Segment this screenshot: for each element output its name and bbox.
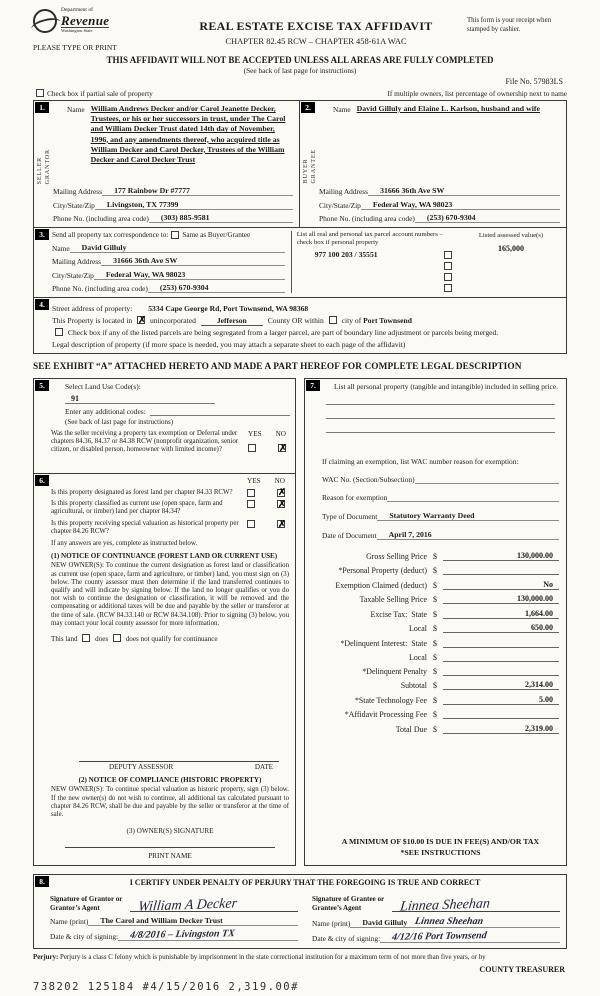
deputy-assessor-line[interactable]	[79, 761, 279, 771]
compliance-title: (2) NOTICE OF COMPLIANCE (HISTORIC PROPERTY)	[78, 776, 262, 785]
corr-name-label: Name	[52, 243, 70, 253]
yes-label: YES	[247, 477, 261, 486]
yes-label: YES	[248, 430, 262, 439]
parcel-personal-checkbox-3[interactable]	[444, 273, 452, 281]
cashier-stamp: 738202 125184 #4/15/2016 2,319.00#	[33, 981, 299, 994]
segregated-label: Check box if any of the listed parcels are being segregated from a larger parcel, are part of boundary line adjustment or parcels being merged.	[67, 328, 499, 338]
grantee-signature-line[interactable]	[392, 891, 560, 915]
certify-statement: I CERTIFY UNDER PENALTY OF PERJURY THAT THE FOREGOING IS TRUE AND CORRECT	[129, 878, 481, 888]
fee-row-subtotal: Subtotal $ 2,314.00	[322, 680, 559, 690]
fee-row-delinquent-interest-state: *Delinquent Interest: State $	[322, 638, 559, 648]
logo-swoosh-icon	[33, 9, 57, 33]
grantor-signature-handwriting: William A Decker	[137, 896, 238, 915]
buyer-phone-label: Phone No. (including area code)	[319, 214, 415, 224]
fee-table	[322, 546, 559, 733]
assessed-value-block	[460, 231, 562, 293]
grantor-date-row	[50, 929, 298, 941]
buyer-vertical-text: BUYER	[302, 158, 309, 184]
legal-description-label: Legal description of property (if more space is needed, you may attach a separate sheet to each page of the affidavit)	[52, 340, 406, 350]
logo-state-text: Washington State	[61, 27, 109, 34]
current-use-question-text: Is this property classified as current use (open space, farm and agricultural, or timber) land per chapter 84.34?	[51, 500, 223, 516]
partial-sale-checkbox[interactable]	[36, 89, 44, 97]
parcel-personal-checkbox-2[interactable]	[444, 262, 452, 270]
buyer-box	[300, 100, 567, 228]
personal-property-line-2[interactable]	[326, 405, 555, 419]
same-as-buyer-checkbox[interactable]	[171, 231, 179, 239]
current-use-no-checkbox[interactable]	[277, 500, 285, 508]
grantee-date-handwriting: 4/12/16 Port Townsend	[391, 930, 488, 943]
additional-codes-row	[65, 407, 290, 416]
receipt-note: This form is your receipt when stamped by cashier.	[467, 17, 551, 33]
doc-type-label: Type of Document	[322, 512, 378, 522]
multiple-owners-note: If multiple owners, list percentage of ownership next to name	[387, 89, 567, 99]
header-left	[33, 8, 165, 52]
grantor-signature-row	[50, 889, 298, 915]
grantee-signature-label: Signature of Grantee or Grantee’s Agent	[312, 895, 385, 912]
fee-row-personal-property: *Personal Property (deduct) $	[322, 566, 559, 576]
section5-yes-checkbox[interactable]	[248, 444, 256, 452]
partial-sale-option	[33, 89, 153, 98]
exemption-question-text: Was the seller receiving a property tax exemption or Deferral under chapters 84.36, 84.37 or 84.38 RCW (nonprofit organization, senior citizen, or disabled person, homeowner with limited income)?	[51, 430, 239, 454]
historic-question-text: Is this property receiving special valuation as historical property per chapter 84.26 RCW?	[51, 520, 239, 536]
parcel-row-4	[297, 284, 455, 292]
located-in-row	[52, 316, 560, 325]
located-prefix: This Property is located in	[52, 316, 133, 326]
grantee-signature-row	[312, 889, 560, 915]
minimum-fee-line-1: A MINIMUM OF $10.00 IS DUE IN FEE(S) AND/OR TAX	[341, 836, 540, 846]
seller-phone-label: Phone No. (including area code)	[53, 214, 149, 224]
section-3-tax-correspondence	[33, 228, 567, 298]
historic-yes-checkbox[interactable]	[247, 520, 255, 528]
grantor-signature-label: Signature of Grantor or Grantor’s Agent	[50, 895, 123, 912]
city-of-value[interactable]: Port Townsend	[363, 316, 412, 326]
wac-row	[322, 475, 559, 484]
segregated-checkbox[interactable]	[55, 328, 63, 336]
buyer-mailing-value[interactable]: 31666 36th Ave SW	[368, 186, 560, 196]
correspondence-label: Send all property tax correspondence to:	[52, 231, 169, 240]
fee-row-excise-state: Excise Tax: State $ 1,664.00	[322, 609, 559, 619]
assessed-value[interactable]: 165,000	[497, 244, 524, 254]
grantor-date-label: Date & city of signing:	[50, 932, 119, 942]
grantee-date-field[interactable]	[380, 931, 560, 943]
minimum-fee-line-2: *SEE INSTRUCTIONS	[400, 848, 481, 858]
perjury-label: Perjury:	[33, 954, 59, 962]
parcel-row-1	[297, 250, 455, 259]
seller-name-label: Name	[67, 105, 85, 115]
section-1-badge: 1.	[35, 102, 49, 113]
section5-no-checkbox[interactable]	[278, 444, 286, 452]
fee-row-excise-local: Local $ 650.00	[322, 623, 559, 633]
street-address-row	[52, 304, 560, 313]
additional-codes-label: Enter any additional codes:	[65, 407, 146, 417]
grantor-name-print-value[interactable]: The Carol and William Decker Trust	[88, 916, 298, 926]
exemption-question-row	[51, 430, 290, 454]
buyer-city-value[interactable]: Federal Way, WA 98023	[361, 200, 560, 210]
form-chapter: CHAPTER 82.45 RCW – CHAPTER 458-61A WAC	[225, 36, 407, 46]
grantor-date-field[interactable]	[118, 929, 298, 941]
section5-answer-checkboxes	[244, 444, 290, 452]
additional-codes-field[interactable]	[150, 408, 290, 416]
personal-property-label: List all personal property (tangible and intangible) included in selling price.	[334, 382, 558, 392]
fee-row-processing-fee: *Affidavit Processing Fee $	[322, 710, 559, 720]
forest-land-checkboxes	[243, 489, 289, 497]
middle-columns	[33, 378, 567, 866]
fee-row-exemption-claimed: Exemption Claimed (deduct) $ No	[322, 580, 559, 590]
section5-see-back: (See back of last page for instructions)	[65, 418, 174, 427]
personal-property-line-3[interactable]	[326, 419, 555, 433]
forest-land-question	[51, 489, 289, 497]
same-as-buyer-label: Same as Buyer/Grantee	[182, 231, 251, 240]
buyer-side-label	[302, 149, 317, 183]
does-not-label: does not qualify for continuance	[125, 634, 218, 643]
doc-type-row	[322, 511, 559, 521]
section5-yes-no-column	[244, 430, 290, 454]
fee-row-total-due: Total Due $ 2,319.00	[322, 724, 559, 734]
deputy-date-label: DATE	[254, 763, 273, 772]
grantee-name-print-value: David Gilluly	[362, 917, 408, 927]
forest-land-question-text: Is this property designated as forest land per chapter 84.33 RCW?	[51, 488, 233, 496]
form-title: REAL ESTATE EXCISE TAX AFFIDAVIT	[199, 19, 433, 33]
doc-date-row	[322, 530, 559, 540]
current-use-question	[51, 500, 289, 516]
buyer-phone-value[interactable]: (253) 670-9304	[415, 213, 560, 223]
qualify-prefix: This land	[51, 634, 78, 643]
city-of-checkbox[interactable]	[329, 316, 337, 324]
compliance-body: NEW OWNER(S): To continue special valuation as historic property, sign (3) below. If the new owner(s) do not wish to continue, all additional tax calculated pursuant to chapter 84.26 RCW, shall be due and payable by the seller or transferor at the time of sale.	[51, 786, 289, 818]
reason-row	[322, 493, 559, 502]
parcel-personal-checkbox-1[interactable]	[444, 251, 452, 259]
section-4-property-location	[33, 298, 567, 354]
historic-question	[51, 520, 289, 536]
qualify-row	[51, 634, 289, 643]
section-8-badge: 8.	[35, 876, 49, 887]
section-7-badge: 7.	[306, 380, 320, 391]
seller-box	[33, 100, 300, 228]
section-4-badge: 4.	[35, 299, 49, 310]
city-of-label: city of	[341, 316, 362, 326]
parcel-number-value[interactable]: 977 100 203 / 35551	[314, 250, 378, 260]
section6-yes-no-header-row	[51, 477, 289, 485]
fee-row-delinquent-interest-local: Local $	[322, 652, 559, 662]
buyer-address-block	[319, 183, 560, 224]
logo-name-text: Revenue	[61, 12, 110, 28]
street-address-value[interactable]: 5334 Cape George Rd, Port Townsend, WA 98368	[148, 304, 309, 314]
section-3-badge: 3.	[35, 229, 49, 240]
grantor-vertical-text: GRANTOR	[44, 149, 51, 185]
grantee-vertical-text: GRANTEE	[310, 149, 317, 184]
grantee-date-row	[312, 931, 560, 943]
corr-phone-value[interactable]: (253) 670-9304	[148, 283, 285, 293]
seller-city-label: City/State/Zip	[53, 200, 95, 210]
section-5-badge: 5.	[35, 380, 49, 391]
parcel-personal-checkbox-4[interactable]	[444, 284, 452, 292]
fee-row-technology-fee: *State Technology Fee $ 5.00	[322, 695, 559, 705]
parcel-row-3	[297, 273, 455, 281]
doc-date-value[interactable]: April 7, 2016	[377, 530, 559, 540]
unincorporated-checkbox[interactable]	[137, 316, 145, 324]
grantee-name-print-field[interactable]	[350, 916, 560, 928]
does-not-checkbox[interactable]	[113, 634, 121, 642]
segregated-row	[52, 328, 560, 337]
corr-city-value[interactable]: Federal Way, WA 98023	[94, 270, 285, 280]
owners-signature-line[interactable]	[65, 835, 275, 848]
buyer-city-label: City/State/Zip	[319, 200, 361, 210]
left-column	[33, 378, 296, 866]
reason-field[interactable]	[387, 493, 559, 502]
exhibit-a-line: SEE EXHIBIT “A” ATTACHED HERETO AND MADE A PART HEREOF FOR COMPLETE LEGAL DESCRIPTION	[33, 362, 522, 373]
street-address-label: Street address of property:	[52, 304, 133, 314]
grantee-signature-block	[312, 889, 560, 943]
parcel-header: List all real and personal tax parcel account numbers – check box if personal property	[296, 231, 443, 247]
seller-vertical-text: SELLER	[36, 157, 43, 185]
grantee-name-print-label: Name (print)	[312, 918, 351, 928]
grantee-name-handwriting: Linnea Sheehan	[414, 915, 485, 927]
form-content	[33, 8, 567, 993]
wac-label: WAC No. (Section/Subsection)	[322, 475, 415, 485]
current-use-yes-checkbox[interactable]	[247, 500, 255, 508]
grantee-signature-handwriting: Linnea Sheehan	[399, 896, 491, 915]
perjury-text: Perjury is a class C felony which is punishable by imprisonment in the state correctional institution for a maximum term of not more than five years, or by	[60, 954, 486, 962]
seller-name-row	[53, 104, 293, 165]
header	[33, 8, 567, 52]
print-name-label: PRINT NAME	[148, 852, 192, 861]
grantee-date-label: Date & city of signing:	[312, 934, 381, 944]
grantor-name-row	[50, 916, 298, 926]
section6-yes-no-header	[243, 477, 289, 485]
county-value[interactable]: Jefferson	[201, 316, 263, 326]
continuance-body: NEW OWNER(S): To continue the current designation as forest land or classification as current use (open space, farm and agriculture, or timber) land, you must sign on (3) below. The county assessor must then determine if the land transferred continues to qualify and will indicate by signing below. If the land no longer qualifies or you do not wish to continue the designation or classification, it will be removed and the compensating or additional taxes will be due and payable by the seller or transferor at the time of sale. (RCW 84.33.140 or RCW 84.34.108). Prior to signing (3) below, you may contact your local county assessor for more information.	[51, 562, 289, 627]
current-use-checkboxes	[243, 500, 289, 516]
section-6-classification	[33, 474, 296, 866]
please-type-or-print-label: PLEASE TYPE OR PRINT	[33, 43, 117, 53]
seller-city-value[interactable]: Livingston, TX 77399	[95, 200, 293, 210]
seller-mailing-value[interactable]: 177 Rainbow Dr #7777	[102, 186, 293, 196]
any-yes-note: If any answers are yes, complete as instructed below.	[51, 540, 198, 548]
buyer-name-row	[319, 104, 560, 114]
seller-side-label	[36, 149, 51, 184]
correspondence-row	[52, 231, 285, 239]
revenue-logo	[33, 8, 165, 34]
correspondence-block	[52, 231, 292, 293]
seller-name-value[interactable]: William Andrews Decker and/or Carol Jeanette Decker, Trustees, or his or her successors in trust, under The Carol and William Decker Trust dated 14th day of November, 1996, and any amendments thereof, who acquired title as William Decker and Carol Decker, Trustees of the William Decker and Carol Decker Trust	[90, 104, 286, 164]
wac-field[interactable]	[415, 475, 559, 484]
see-back-note: (See back of last page for instructions)	[243, 66, 357, 76]
parcel-numbers-block	[292, 231, 460, 293]
section-6-badge: 6.	[35, 475, 49, 486]
exemption-note: If claiming an exemption, list WAC number reason for exemption:	[322, 457, 519, 467]
grantee-name-row	[312, 916, 560, 928]
forest-no-checkbox[interactable]	[277, 489, 285, 497]
buyer-name-value[interactable]: David Gilluly and Elaine L. Karlson, husband and wife	[356, 104, 540, 114]
signature-grid	[50, 889, 560, 943]
section-5-land-use	[33, 378, 296, 474]
section-7-personal-property	[304, 378, 567, 866]
section-8-signatures	[33, 874, 567, 949]
fee-row-gross: Gross Selling Price $ 130,000.00	[322, 551, 559, 561]
corr-name-value[interactable]: David Gilluly	[70, 243, 285, 253]
county-or-label: County OR within	[267, 316, 324, 326]
grantor-signature-line[interactable]	[130, 891, 298, 915]
corr-mailing-value[interactable]: 31666 36th Ave SW	[101, 256, 285, 266]
corr-city-label: City/State/Zip	[52, 270, 94, 280]
land-use-code-value[interactable]: 91	[65, 394, 215, 404]
forest-yes-checkbox[interactable]	[247, 489, 255, 497]
grantor-signature-block	[50, 889, 298, 943]
reason-label: Reason for exemption	[322, 493, 388, 503]
personal-property-line-1[interactable]	[326, 391, 555, 405]
header-center	[165, 8, 467, 52]
minimum-fee-note	[322, 836, 559, 859]
logo-dept-text: Department of	[61, 7, 93, 13]
buyer-name-label: Name	[333, 105, 351, 115]
doc-date-label: Date of Document	[322, 531, 377, 541]
fee-row-taxable: Taxable Selling Price $ 130,000.00	[322, 594, 559, 604]
seller-address-block	[53, 183, 293, 224]
doc-type-value[interactable]: Statutory Warranty Deed	[377, 511, 559, 521]
assessed-value-label: Listed assessed value(s)	[478, 232, 544, 240]
acceptance-notice: THIS AFFIDAVIT WILL NOT BE ACCEPTED UNLESS ALL AREAS ARE FULLY COMPLETED	[106, 55, 494, 66]
section-2-badge: 2.	[301, 102, 315, 113]
unincorporated-label: unincorporated	[149, 316, 196, 326]
historic-no-checkbox[interactable]	[277, 520, 285, 528]
parcel-row-2	[297, 262, 455, 270]
grantor-date-handwriting: 4/8/2016 – Livingston TX	[129, 928, 236, 942]
county-treasurer-label: COUNTY TREASURER	[479, 965, 565, 975]
does-checkbox[interactable]	[82, 634, 90, 642]
logo-text	[61, 8, 109, 34]
buyer-mailing-label: Mailing Address	[319, 187, 369, 197]
seller-mailing-label: Mailing Address	[53, 187, 103, 197]
file-number: File No. 57983LS	[505, 77, 563, 87]
seller-phone-value[interactable]: (303) 885-9581	[149, 213, 293, 223]
owners-signature-label: (3) OWNER(S) SIGNATURE	[126, 827, 214, 836]
grantor-name-print-label: Name (print)	[50, 916, 89, 926]
does-label: does	[95, 634, 109, 643]
fee-row-delinquent-penalty: *Delinquent Penalty $	[322, 666, 559, 676]
deputy-assessor-label: DEPUTY ASSESSOR	[109, 763, 174, 772]
corr-mailing-label: Mailing Address	[52, 257, 102, 267]
land-use-label: Select Land Use Code(s):	[65, 382, 141, 392]
historic-checkboxes	[243, 520, 289, 536]
partial-sale-row	[33, 89, 567, 98]
corr-phone-label: Phone No. (including area code)	[52, 284, 148, 294]
no-label: NO	[274, 477, 285, 486]
continuance-title: (1) NOTICE OF CONTINUANCE (FOREST LAND OR CURRENT USE)	[51, 552, 278, 561]
no-label: NO	[275, 430, 286, 439]
perjury-note	[33, 954, 567, 961]
parties-section	[33, 100, 567, 228]
partial-sale-label: Check box if partial sale of property	[47, 89, 153, 99]
section5-yes-no-header	[244, 430, 290, 438]
